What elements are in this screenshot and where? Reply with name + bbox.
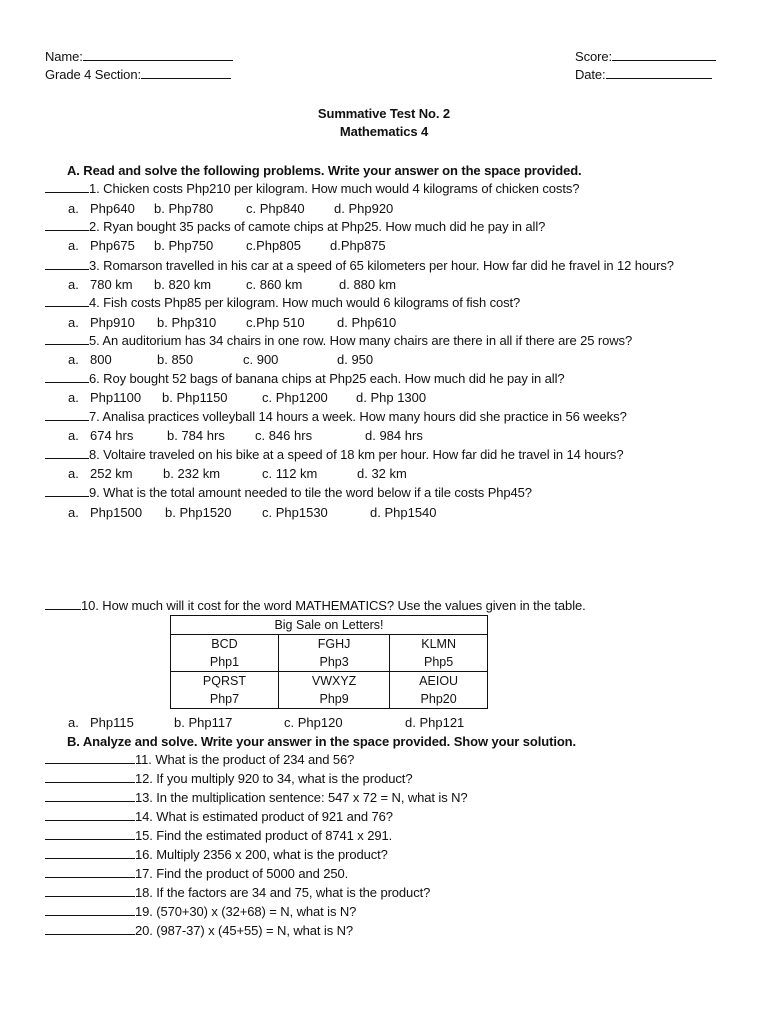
- option-b[interactable]: b. Php117: [174, 715, 233, 730]
- answer-blank[interactable]: [45, 181, 89, 193]
- question-7: 7. Analisa practices volleyball 14 hours a week. How many hours did she practice in 56 weeks?: [45, 409, 627, 425]
- option-a[interactable]: Php640: [90, 201, 135, 216]
- option-d[interactable]: d. Php610: [337, 315, 397, 330]
- question-20: 20. (987-37) x (45+55) = N, what is N?: [45, 923, 353, 939]
- option-a[interactable]: Php910: [90, 315, 135, 330]
- table-cell: FGHJ: [278, 635, 389, 654]
- option-letter: a.: [68, 505, 79, 520]
- table-cell: Php7: [171, 690, 279, 709]
- table-title-row: [171, 616, 488, 635]
- option-b[interactable]: b. 232 km: [163, 466, 221, 481]
- option-letter: a.: [68, 428, 79, 443]
- answer-blank[interactable]: [45, 409, 89, 421]
- question-5: 5. An auditorium has 34 chairs in one row. How many chairs are there in all if there are 25 rows?: [45, 333, 632, 349]
- answer-blank[interactable]: [45, 447, 89, 459]
- question-3: 3. Romarson travelled in his car at a speed of 65 kilometers per hour. How far did he fravel in 12 hours?: [45, 258, 674, 274]
- option-d[interactable]: d. Php 1300: [356, 390, 427, 405]
- option-b[interactable]: b. Php1150: [162, 390, 228, 405]
- option-b[interactable]: b. 850: [157, 352, 194, 367]
- option-d[interactable]: d.Php875: [330, 238, 386, 253]
- answer-blank[interactable]: [45, 333, 89, 345]
- answer-blank[interactable]: [45, 885, 135, 897]
- table-row: [171, 635, 488, 654]
- question-1: 1. Chicken costs Php210 per kilogram. How much would 4 kilograms of chicken costs?: [45, 181, 579, 197]
- grade-section-label: Grade 4 Section:: [45, 67, 141, 82]
- option-a[interactable]: Php1100: [90, 390, 142, 405]
- question-18: 18. If the factors are 34 and 75, what is the product?: [45, 885, 430, 901]
- part-a-heading: A. Read and solve the following problems. Write your answer on the space provided.: [67, 163, 582, 178]
- answer-blank[interactable]: [45, 790, 135, 802]
- table-cell: PQRST: [171, 672, 279, 691]
- question-19: 19. (570+30) x (32+68) = N, what is N?: [45, 904, 356, 920]
- test-title: Summative Test No. 2: [317, 106, 451, 121]
- option-c[interactable]: c. 900: [243, 352, 279, 367]
- question-9: 9. What is the total amount needed to tile the word below if a tile costs Php45?: [45, 485, 532, 501]
- answer-blank[interactable]: [45, 809, 135, 821]
- option-a[interactable]: 800: [90, 352, 112, 367]
- date-label: Date:: [575, 67, 606, 82]
- option-c[interactable]: c.Php805: [246, 238, 301, 253]
- answer-blank[interactable]: [45, 258, 89, 270]
- option-a[interactable]: 674 hrs: [90, 428, 134, 443]
- table-cell: Php1: [171, 653, 279, 672]
- part-b-heading: B. Analyze and solve. Write your answer in the space provided. Show your solution.: [67, 734, 577, 749]
- option-letter: a.: [68, 390, 79, 405]
- question-14: 14. What is estimated product of 921 and 76?: [45, 809, 393, 825]
- test-subject: Mathematics 4: [339, 124, 429, 139]
- question-11: 11. What is the product of 234 and 56?: [45, 752, 354, 768]
- option-letter: a.: [68, 352, 79, 367]
- date-field[interactable]: [575, 67, 712, 83]
- option-d[interactable]: d. 32 km: [357, 466, 407, 481]
- table-row: [171, 672, 488, 691]
- option-c[interactable]: c. 860 km: [246, 277, 303, 292]
- question-13: 13. In the multiplication sentence: 547 x 72 = N, what is N?: [45, 790, 468, 806]
- option-d[interactable]: d. Php121: [405, 715, 465, 730]
- answer-blank[interactable]: [45, 866, 135, 878]
- question-8: 8. Voltaire traveled on his bike at a speed of 18 km per hour. How far did he travel in 14 hours?: [45, 447, 623, 463]
- question-12: 12. If you multiply 920 to 34, what is the product?: [45, 771, 412, 787]
- question-4: 4. Fish costs Php85 per kilogram. How much would 6 kilograms of fish cost?: [45, 295, 520, 311]
- option-a[interactable]: Php675: [90, 238, 135, 253]
- option-d[interactable]: d. 984 hrs: [365, 428, 423, 443]
- option-b[interactable]: b. 820 km: [154, 277, 212, 292]
- answer-blank[interactable]: [45, 771, 135, 783]
- question-15: 15. Find the estimated product of 8741 x 291.: [45, 828, 392, 844]
- answer-blank[interactable]: [45, 295, 89, 307]
- name-field[interactable]: [45, 49, 233, 65]
- question-6: 6. Roy bought 52 bags of banana chips at Php25 each. How much did he pay in all?: [45, 371, 565, 387]
- answer-blank[interactable]: [45, 847, 135, 859]
- option-c[interactable]: c. 112 km: [262, 466, 318, 481]
- option-letter: a.: [68, 715, 79, 730]
- table-cell: AEIOU: [390, 672, 488, 691]
- option-letter: a.: [68, 201, 79, 216]
- score-label: Score:: [575, 49, 612, 64]
- option-a[interactable]: Php115: [90, 715, 134, 730]
- answer-blank[interactable]: [45, 598, 81, 610]
- name-label: Name:: [45, 49, 83, 64]
- option-c[interactable]: c. Php1200: [262, 390, 328, 405]
- option-d[interactable]: d. Php920: [334, 201, 394, 216]
- answer-blank[interactable]: [45, 219, 89, 231]
- option-d[interactable]: d. Php1540: [370, 505, 437, 520]
- question-16: 16. Multiply 2356 x 200, what is the product?: [45, 847, 388, 863]
- option-d[interactable]: d. 950: [337, 352, 374, 367]
- answer-blank[interactable]: [45, 752, 135, 764]
- table-row: [171, 653, 488, 672]
- table-cell: Php5: [390, 653, 488, 672]
- option-b[interactable]: b. Php310: [157, 315, 217, 330]
- answer-blank[interactable]: [45, 371, 89, 383]
- option-a[interactable]: 780 km: [90, 277, 133, 292]
- option-letter: a.: [68, 466, 79, 481]
- answer-blank[interactable]: [45, 485, 89, 497]
- option-d[interactable]: d. 880 km: [339, 277, 397, 292]
- table-row: [171, 690, 488, 709]
- table-cell: VWXYZ: [278, 672, 389, 691]
- option-letter: a.: [68, 277, 79, 292]
- table-cell: Php20: [390, 690, 488, 709]
- answer-blank[interactable]: [45, 904, 135, 916]
- option-b[interactable]: b. Php1520: [165, 505, 232, 520]
- answer-blank[interactable]: [45, 828, 135, 840]
- option-letter: a.: [68, 238, 79, 253]
- table-cell: KLMN: [390, 635, 488, 654]
- option-a[interactable]: Php1500: [90, 505, 143, 520]
- question-2: 2. Ryan bought 35 packs of camote chips at Php25. How much did he pay in all?: [45, 219, 545, 235]
- grade-section-field[interactable]: [45, 67, 231, 83]
- option-b[interactable]: b. 784 hrs: [167, 428, 225, 443]
- table-title: Big Sale on Letters!: [171, 616, 488, 635]
- question-10: 10. How much will it cost for the word MATHEMATICS? Use the values given in the table.: [45, 598, 586, 614]
- option-c[interactable]: c. Php840: [246, 201, 305, 216]
- option-c[interactable]: c.Php 510: [246, 315, 305, 330]
- option-letter: a.: [68, 315, 79, 330]
- table-cell: Php9: [278, 690, 389, 709]
- option-b[interactable]: b. Php780: [154, 201, 214, 216]
- option-b[interactable]: b. Php750: [154, 238, 214, 253]
- answer-blank[interactable]: [45, 923, 135, 935]
- score-field[interactable]: [575, 49, 716, 65]
- big-sale-table: [170, 615, 488, 709]
- option-a[interactable]: 252 km: [90, 466, 133, 481]
- option-c[interactable]: c. 846 hrs: [255, 428, 313, 443]
- table-cell: Php3: [278, 653, 389, 672]
- option-c[interactable]: c. Php120: [284, 715, 343, 730]
- option-c[interactable]: c. Php1530: [262, 505, 328, 520]
- table-cell: BCD: [171, 635, 279, 654]
- question-17: 17. Find the product of 5000 and 250.: [45, 866, 348, 882]
